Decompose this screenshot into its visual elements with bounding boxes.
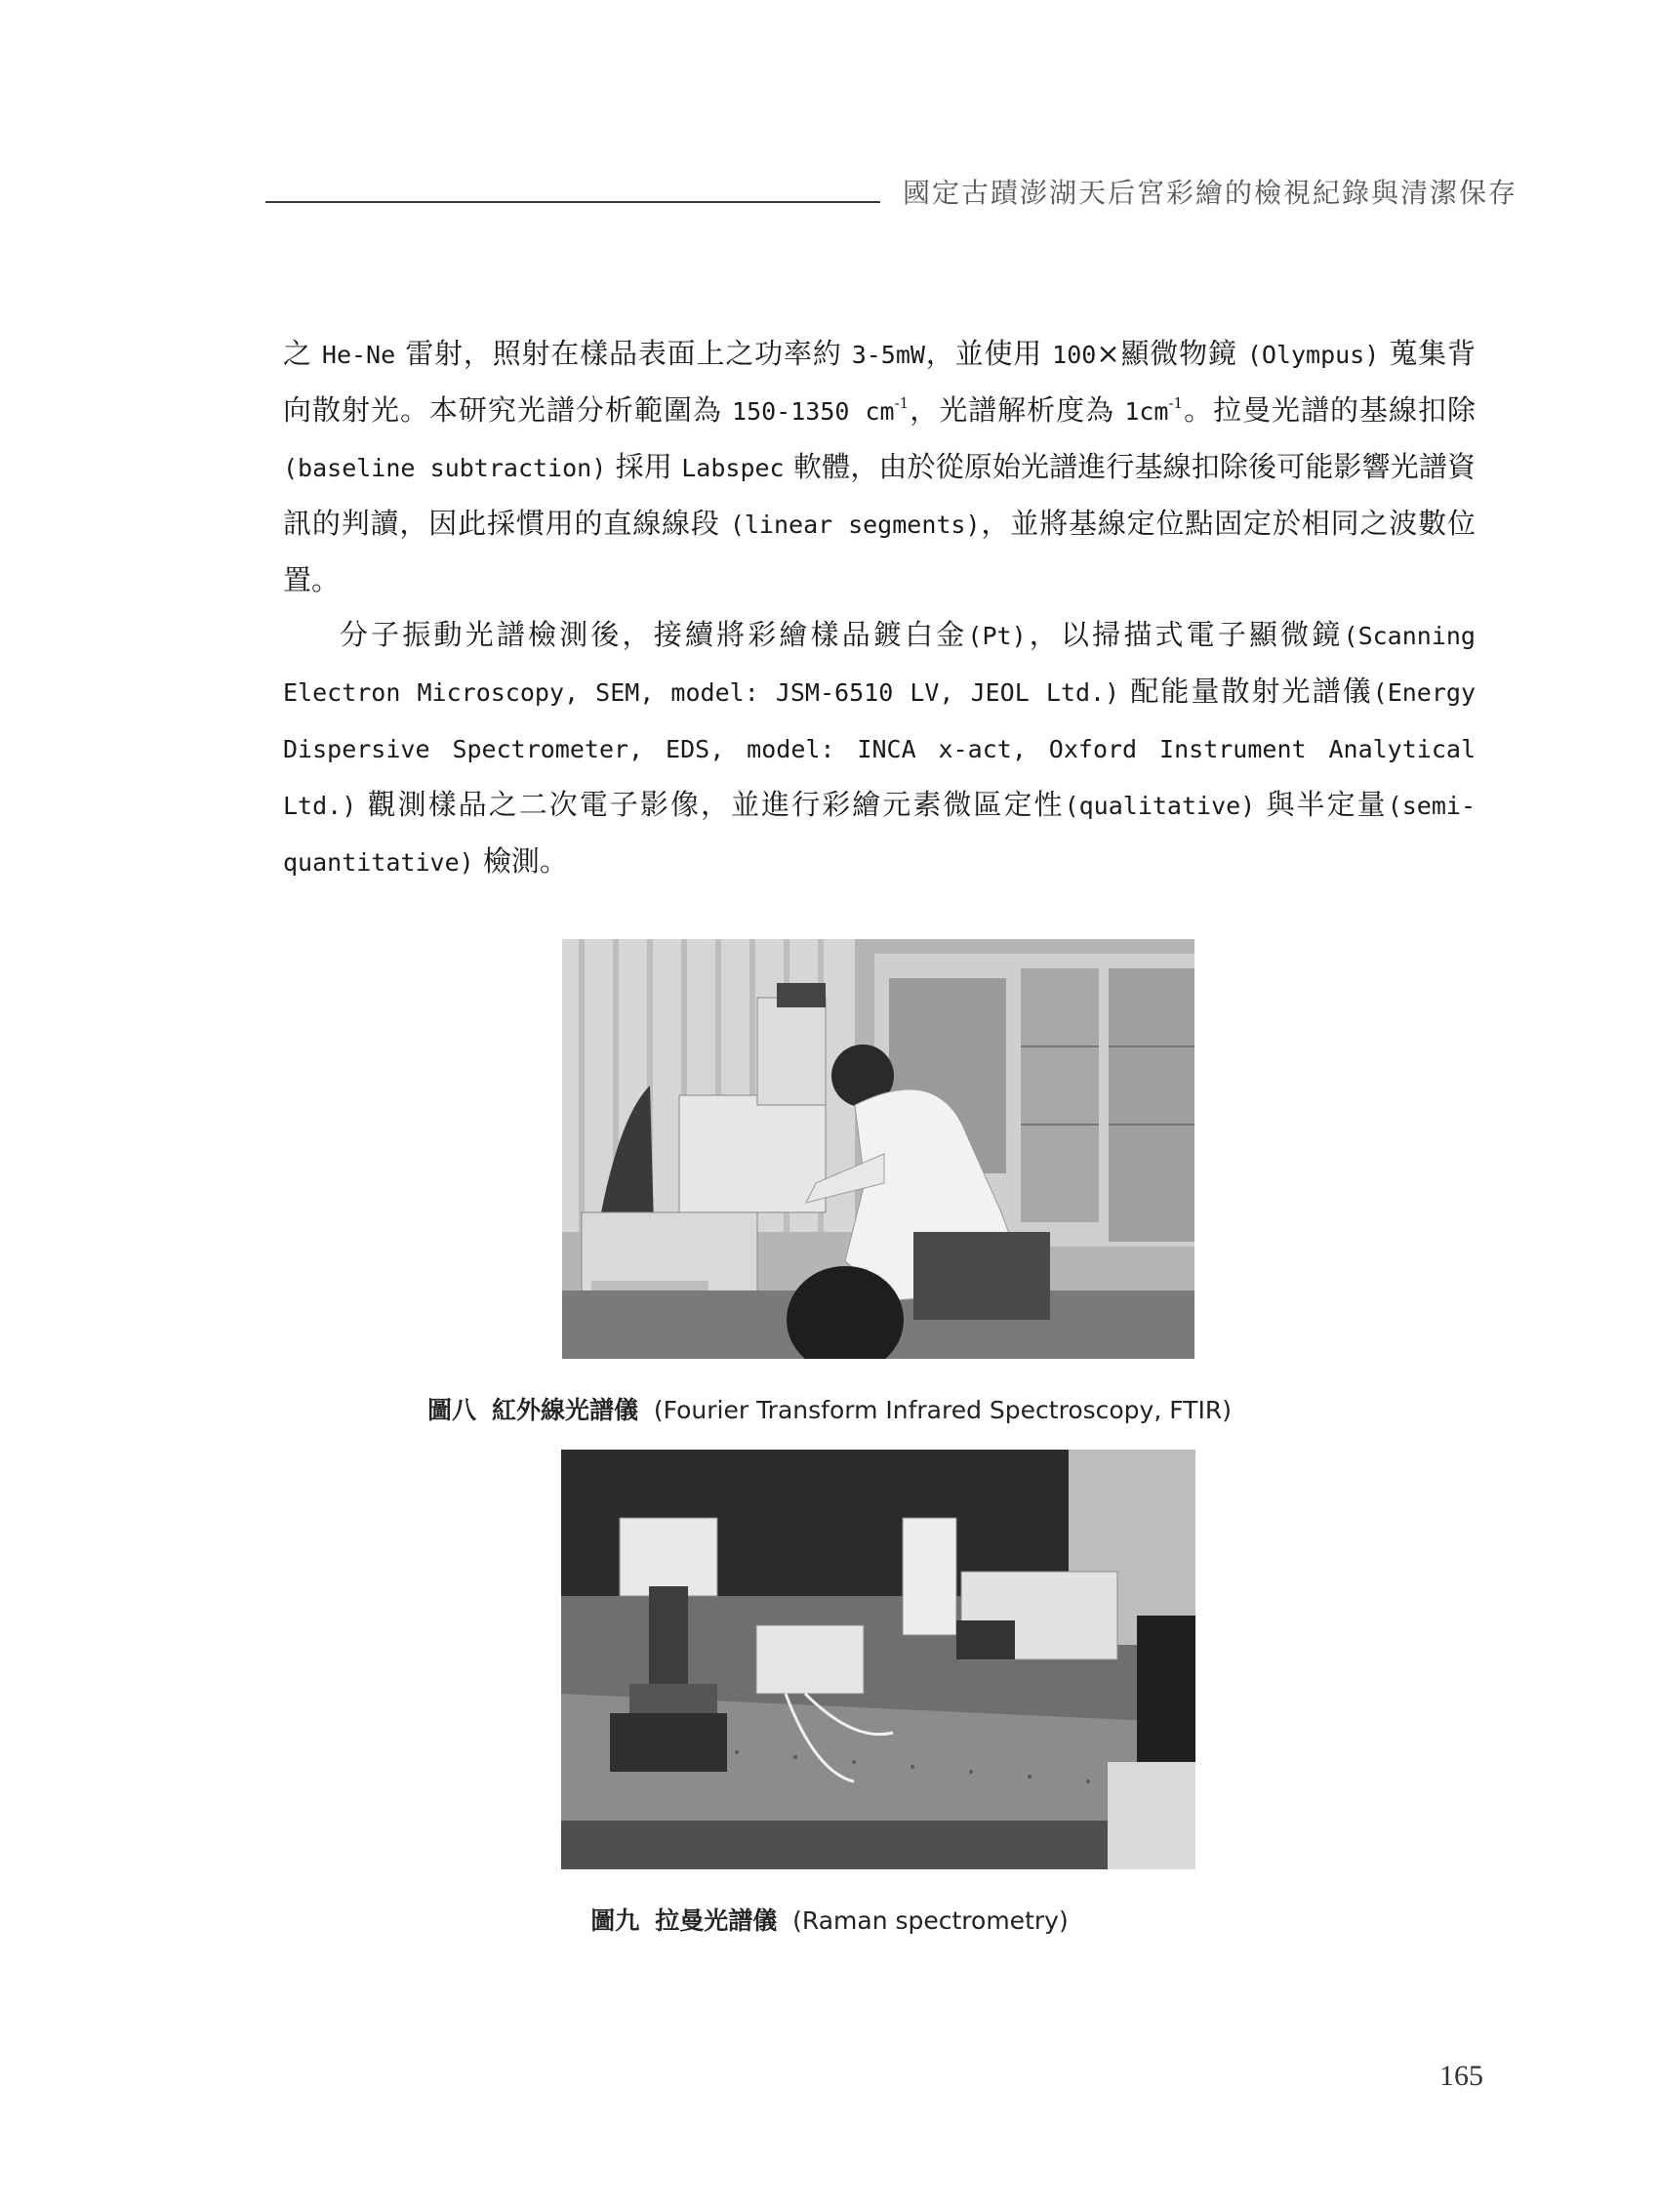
figure-subtitle: (Raman spectrometry): [792, 1906, 1069, 1935]
paragraph-1: [283, 326, 1476, 607]
text-run: ×顯微物鏡: [1096, 337, 1247, 370]
text-run: 之: [283, 337, 322, 370]
figure-number: 圖八: [427, 1396, 477, 1424]
figure-number: 圖九: [590, 1906, 640, 1935]
text-run: (semi-quantitative): [283, 792, 1476, 877]
text-run: 雷射，照射在樣品表面上之功率約: [395, 337, 852, 370]
text-run: 配能量散射光譜儀: [1119, 675, 1373, 708]
text-run: He-Ne: [321, 341, 396, 369]
text-run: (Energy Dispersive Spectrometer, EDS, model: INCA x-act, Oxford Instrument Analytical Ltd.): [283, 678, 1477, 820]
ftir-photo: [562, 939, 1194, 1359]
text-run: ，並將基線定位點固定於相同之波數位置。: [283, 507, 1476, 596]
text-run: (linear segments): [729, 511, 981, 539]
text-run: 分子振動光譜檢測後，接續將彩繪樣品鍍白金: [340, 618, 968, 651]
text-run: 採用: [606, 450, 682, 483]
body-text: [283, 326, 1476, 890]
text-run: (qualitative): [1064, 792, 1256, 820]
raman-photo: [561, 1450, 1195, 1869]
figure-9-caption: [0, 1902, 1659, 1937]
paragraph-2: [283, 607, 1476, 890]
text-run: 1cm: [1124, 397, 1169, 426]
superscript: -1: [1168, 394, 1184, 412]
figure-title: 拉曼光譜儀: [655, 1906, 778, 1935]
figure-title: 紅外線光譜儀: [491, 1396, 638, 1424]
header-rule: [265, 201, 880, 203]
text-run: 檢測。: [473, 844, 568, 878]
figure-8-caption: [0, 1391, 1659, 1426]
text-run: 與半定量: [1255, 788, 1388, 821]
text-run: 軟體，由於從原始光譜進行基線扣除後可能影響光譜資訊的判讀，因此採慣用的直線線段: [283, 450, 1476, 540]
text-run: (Scanning Electron Microscopy, SEM, model: JSM-6510 LV, JEOL Ltd.): [283, 622, 1476, 707]
text-run: 3-5mW: [851, 341, 925, 369]
text-run: ，光譜解析度為: [909, 393, 1125, 427]
figure-subtitle: (Fourier Transform Infrared Spectroscopy, FTIR): [653, 1396, 1232, 1424]
text-run: 觀測樣品之二次電子影像，並進行彩繪元素微區定性: [356, 788, 1065, 821]
text-run: 100: [1052, 341, 1097, 369]
text-run: ，並使用: [924, 337, 1053, 370]
text-run: (Olympus): [1246, 341, 1380, 369]
page-number: 165: [1439, 2060, 1483, 2092]
text-run: Labspec: [681, 454, 785, 482]
text-run: 蒐集背向散射光。本研究光譜分析範圍為: [283, 337, 1477, 427]
text-run: 150-1350 cm: [732, 397, 895, 426]
superscript: -1: [894, 394, 910, 412]
text-run: 。拉曼光譜的基線扣除: [1183, 393, 1476, 427]
text-run: (baseline subtraction): [283, 454, 607, 482]
text-run: (Pt): [967, 622, 1027, 650]
running-header: 國定古蹟澎湖天后宮彩繪的檢視紀錄與清潔保存: [903, 177, 1518, 209]
text-run: ，以掃描式電子顯微鏡: [1026, 618, 1344, 651]
